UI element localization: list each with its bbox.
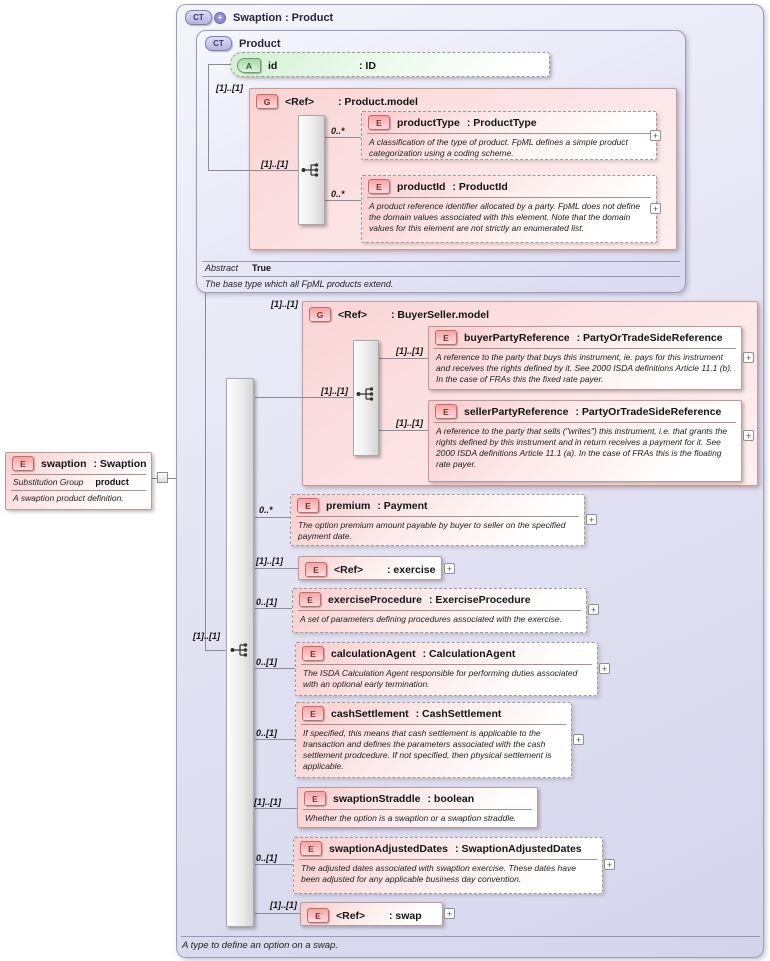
element-description: The option premium amount payable by buyer to seller on the specified payment date.	[298, 520, 566, 542]
group-icon: G	[309, 307, 331, 322]
footer-divider	[181, 936, 760, 937]
element-sellerpartyreference[interactable]	[428, 400, 742, 482]
element-description: A reference to the party that sells ("writes") this instrument, i.e. that grants the rights defined by this instrument and in return receives a payment for it. See 2000 ISDA definitions Article 11.1 (a). In the case of FRAs this is the floating rate payer.	[436, 426, 728, 470]
element-name: swaptionAdjustedDates	[329, 842, 449, 855]
group-ref-label: <Ref>	[285, 95, 315, 108]
group-icon: G	[256, 94, 278, 109]
cardinality-label: 0..[1]	[256, 728, 278, 738]
element-icon: E	[300, 841, 322, 856]
expand-icon[interactable]: +	[743, 430, 754, 441]
cardinality-label: [1]..[1]	[256, 556, 283, 566]
cardinality-label: [1]..[1]	[396, 346, 423, 356]
connector-line	[255, 808, 297, 809]
attribute-header	[231, 53, 549, 75]
connector-line	[255, 739, 295, 740]
element-name: swaptionStraddle	[333, 792, 421, 805]
element-icon: E	[12, 456, 34, 471]
sequence-icon	[356, 386, 376, 402]
element-productid[interactable]	[361, 175, 657, 243]
element-name: productId	[397, 180, 446, 193]
element-description: If specified, this means that cash settlement is applicable to the transaction and defines the parameters associated with the cash settlement prodcedure. If not specified, then physical settlement is applicable.	[303, 728, 552, 772]
element-description: Whether the option is a swaption or a swaption straddle.	[305, 813, 517, 823]
element-header	[6, 453, 151, 473]
complextype-icon: CT	[185, 10, 212, 25]
element-type: : PartyOrTradeSideReference	[576, 331, 723, 344]
abstract-label: Abstract	[205, 263, 239, 273]
connector-line	[379, 358, 428, 359]
abstract-row	[205, 263, 271, 273]
element-header	[429, 401, 741, 421]
element-type: : ExerciseProcedure	[428, 593, 531, 606]
connector-line	[208, 64, 209, 170]
complextype-product-title: Product	[239, 37, 281, 50]
complextype-swaption-title: Swaption : Product	[233, 11, 334, 24]
element-type: : Payment	[377, 499, 428, 512]
element-swaptionstraddle[interactable]	[297, 787, 538, 828]
attribute-id[interactable]	[230, 52, 550, 77]
cardinality-label: 0..[1]	[256, 597, 278, 607]
connector-line	[208, 64, 230, 65]
element-header	[362, 176, 656, 196]
group-header	[303, 302, 757, 324]
element-icon: E	[304, 791, 326, 806]
cardinality-label: 0..[1]	[256, 853, 278, 863]
element-header	[291, 495, 584, 515]
expand-icon[interactable]: +	[650, 203, 661, 214]
connector-line	[205, 650, 226, 651]
element-icon: E	[305, 562, 327, 577]
connector-line	[325, 137, 361, 138]
product-type-description: The base type which all FpML products extend.	[205, 279, 394, 289]
element-name: sellerPartyReference	[464, 405, 569, 418]
element-name: <Ref>	[336, 909, 366, 922]
element-name: cashSettlement	[331, 707, 409, 720]
cardinality-label: [1]..[1]	[270, 900, 297, 910]
expand-icon[interactable]: +	[444, 563, 455, 574]
connector-line	[255, 668, 295, 669]
element-header	[298, 788, 537, 808]
cardinality-label: [1]..[1]	[216, 83, 243, 93]
cardinality-label: [1]..[1]	[321, 386, 348, 396]
element-type: : CashSettlement	[415, 707, 502, 720]
connector-line	[255, 608, 292, 609]
element-header	[296, 703, 571, 723]
element-icon: E	[299, 592, 321, 607]
element-description: A swaption product definition.	[13, 493, 124, 503]
element-icon: E	[297, 498, 319, 513]
group-type: : BuyerSeller.model	[391, 308, 490, 321]
element-icon: E	[368, 179, 390, 194]
abstract-divider-bottom	[202, 276, 680, 277]
attribute-type: : ID	[359, 59, 376, 72]
connection-joint	[157, 472, 168, 483]
element-name: swaption	[41, 457, 87, 470]
expand-icon[interactable]: +	[588, 604, 599, 615]
cardinality-label: 0..*	[259, 505, 273, 515]
attribute-name: id	[268, 59, 278, 72]
element-description: A set of parameters defining procedures associated with the exercise.	[300, 614, 562, 624]
substitution-group-row	[6, 475, 151, 489]
connector-line	[255, 397, 353, 398]
cardinality-label: 0..*	[331, 126, 345, 136]
element-type: : swap	[389, 909, 422, 922]
expand-icon[interactable]: +	[586, 514, 597, 525]
element-name: calculationAgent	[331, 647, 416, 660]
element-exerciseprocedure[interactable]	[292, 588, 587, 633]
element-calculationagent[interactable]	[295, 642, 598, 696]
element-name: <Ref>	[334, 563, 364, 576]
connector-line	[208, 170, 298, 171]
element-type: : SwaptionAdjustedDates	[455, 842, 582, 855]
expand-icon[interactable]: +	[599, 663, 610, 674]
element-icon: E	[435, 404, 457, 419]
cardinality-label: [1]..[1]	[254, 797, 281, 807]
attribute-icon: A	[237, 58, 261, 73]
element-swaption-global[interactable]	[5, 452, 152, 510]
expand-icon[interactable]: +	[444, 908, 455, 919]
expand-icon[interactable]: +	[573, 734, 584, 745]
connector-line	[205, 293, 206, 650]
swaption-type-description: A type to define an option on a swap.	[182, 940, 338, 951]
extension-plus-icon: +	[214, 12, 226, 24]
element-description: A reference to the party that buys this instrument, ie. pays for this instrument and receives the rights defined by it. See 2000 ISDA definitions Article 11.1 (b). In the case of FRAs this the fixed rate payer.	[436, 352, 733, 385]
element-type: : exercise	[387, 563, 436, 576]
element-icon: E	[302, 706, 324, 721]
sequence-icon	[230, 642, 250, 658]
element-type: : CalculationAgent	[422, 647, 516, 660]
group-type: : Product.model	[338, 95, 418, 108]
cardinality-label: 0..*	[331, 189, 345, 199]
element-description: A classification of the type of product. FpML defines a simple product categorization using a coding scheme.	[369, 137, 628, 159]
connector-line	[255, 517, 290, 518]
element-header	[362, 112, 656, 132]
sequence-icon	[301, 162, 321, 178]
element-buyerpartyreference[interactable]	[428, 326, 742, 390]
cardinality-label: [1]..[1]	[193, 631, 220, 641]
element-icon: E	[302, 646, 324, 661]
connector-line	[325, 200, 361, 201]
group-ref-label: <Ref>	[338, 308, 368, 321]
element-premium[interactable]	[290, 494, 585, 546]
expand-icon[interactable]: +	[650, 130, 661, 141]
connector-line	[255, 568, 298, 569]
abstract-divider-top	[202, 261, 680, 262]
element-name: productType	[397, 116, 460, 129]
element-name: buyerPartyReference	[464, 331, 570, 344]
element-type: : boolean	[427, 792, 475, 805]
expand-icon[interactable]: +	[604, 859, 615, 870]
element-type: : PartyOrTradeSideReference	[575, 405, 722, 418]
connector-line	[379, 430, 428, 431]
element-description: The ISDA Calculation Agent responsible for performing duties associated with an optional early termination.	[303, 668, 578, 690]
element-icon: E	[435, 330, 457, 345]
substitution-group-label: Substitution Group	[13, 477, 84, 487]
element-icon: E	[307, 908, 329, 923]
element-header	[296, 643, 597, 663]
element-name: exerciseProcedure	[328, 593, 422, 606]
group-header	[250, 89, 676, 111]
complextype-icon: CT	[205, 36, 232, 51]
cardinality-label: [1]..[1]	[261, 159, 288, 169]
element-type: : ProductType	[466, 116, 537, 129]
element-header	[293, 589, 586, 609]
connector-line	[255, 864, 293, 865]
element-cashsettlement[interactable]	[295, 702, 572, 778]
abstract-value: True	[252, 263, 272, 273]
element-description: A product reference identifier allocated by a party. FpML does not define the domain values associated with this element. Note that the domain values for this element are not strictly an enumerated list.	[369, 201, 641, 234]
element-header	[299, 557, 441, 579]
expand-icon[interactable]: +	[743, 352, 754, 363]
connector-line	[255, 913, 300, 914]
element-header	[429, 327, 741, 347]
element-icon: E	[368, 115, 390, 130]
element-ref-swap[interactable]	[300, 902, 443, 926]
element-swaptionadjusteddates[interactable]	[293, 837, 603, 894]
element-description: The adjusted dates associated with swaption exercise. These dates have been adjusted for any applicable business day convention.	[301, 863, 576, 885]
element-header	[294, 838, 602, 858]
element-name: premium	[326, 499, 371, 512]
element-type: : Swaption	[93, 457, 147, 470]
substitution-group-value: product	[95, 477, 129, 487]
element-ref-exercise[interactable]	[298, 556, 442, 580]
cardinality-label: 0..[1]	[256, 657, 278, 667]
element-header	[301, 903, 442, 925]
element-producttype[interactable]	[361, 111, 657, 160]
complextype-swaption-header	[177, 5, 763, 30]
element-type: : ProductId	[452, 180, 508, 193]
cardinality-label: [1]..[1]	[396, 418, 423, 428]
cardinality-label: [1]..[1]	[271, 299, 298, 309]
